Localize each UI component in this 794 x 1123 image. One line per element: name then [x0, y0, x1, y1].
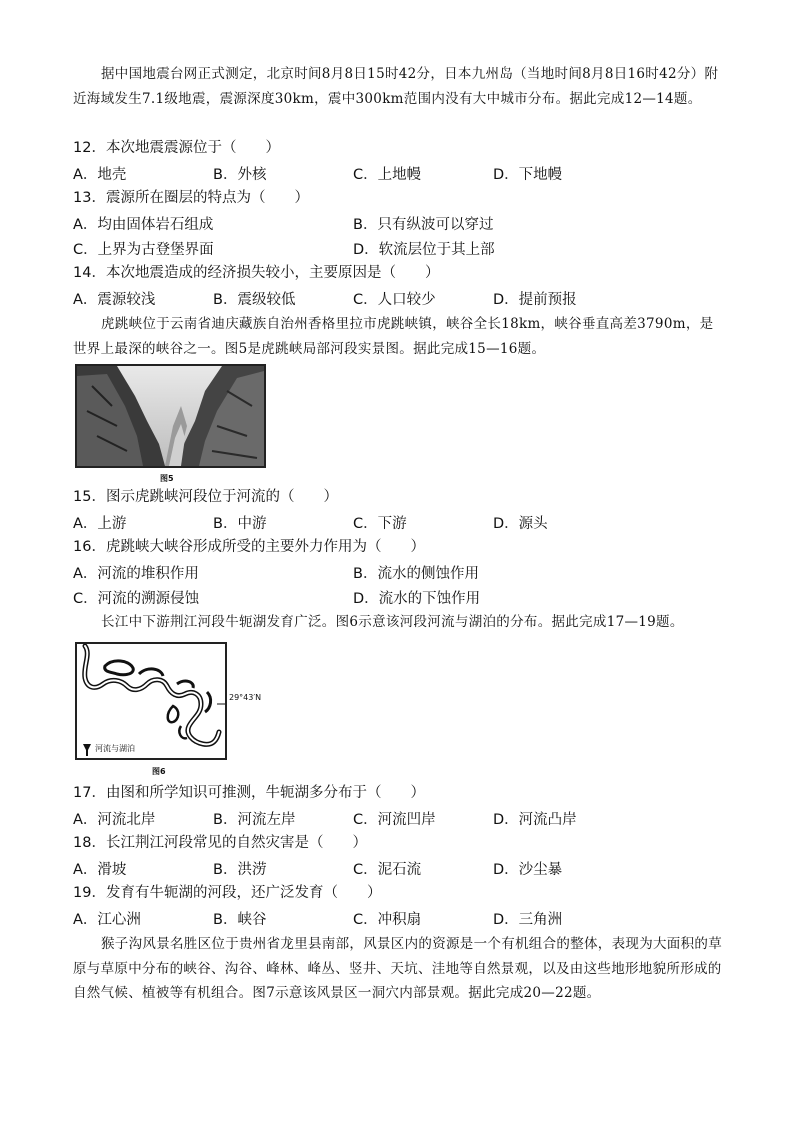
passage-earthquake: 据中国地震台网正式测定，北京时间8月8日15时42分，日本九州岛（当地时间8月8日16时42分）附近海域发生7.1级地震，震源深度30km，震中300km范围内没有大中城市分布。据此完成12—14题。 [73, 66, 719, 107]
legend-river-lake-icon [83, 744, 91, 756]
option-13c: C．上界为古登堡界面 [73, 242, 214, 258]
option-17a: A．河流北岸 [73, 812, 156, 828]
option-18b: B．洪涝 [213, 862, 267, 878]
option-19c: C．冲积扇 [353, 912, 422, 928]
question-15-options [73, 512, 723, 532]
passage-tiger-leaping-gorge: 虎跳峡位于云南省迪庆藏族自治州香格里拉市虎跳峡镇，峡谷全长18km，峡谷垂直高差3790m，是世界上最深的峡谷之一。图5是虎跳峡局部河段实景图。据此完成15—16题。 [73, 316, 714, 357]
question-16: 16．虎跳峡大峡谷形成所受的主要外力作用为（ ） [73, 539, 425, 555]
option-13b: B．只有纵波可以穿过 [353, 217, 494, 233]
question-17-options [73, 808, 723, 828]
question-19: 19．发育有牛轭湖的河段，还广泛发育（ ） [73, 885, 382, 901]
option-15d: D．源头 [493, 516, 548, 532]
option-17b: B．河流左岸 [213, 812, 296, 828]
option-16a: A．河流的堆积作用 [73, 566, 199, 582]
gorge-photo-image [77, 366, 264, 466]
option-19b: B．峡谷 [213, 912, 267, 928]
option-16c: C．河流的溯源侵蚀 [73, 591, 200, 607]
river-map-drawing [77, 644, 225, 758]
option-12b: B．外核 [213, 167, 267, 183]
question-13: 13．震源所在圈层的特点为（ ） [73, 190, 309, 206]
question-17: 17．由图和所学知识可推测，牛轭湖多分布于（ ） [73, 785, 425, 801]
question-16-options-row1 [73, 562, 723, 582]
option-18d: D．沙尘暴 [493, 862, 563, 878]
question-12: 12．本次地震震源位于（ ） [73, 140, 280, 156]
question-14-options [73, 288, 723, 308]
option-18a: A．滑坡 [73, 862, 127, 878]
question-13-options-row1 [73, 213, 723, 233]
question-12-options [73, 163, 723, 183]
option-14c: C．人口较少 [353, 292, 436, 308]
option-17d: D．河流凸岸 [493, 812, 577, 828]
option-19a: A．江心洲 [73, 912, 141, 928]
option-18c: C．泥石流 [353, 862, 422, 878]
passage-jingjiang: 长江中下游荆江河段牛轭湖发育广泛。图6示意该河段河流与湖泊的分布。据此完成17—19题。 [101, 614, 684, 630]
option-13a: A．均由固体岩石组成 [73, 217, 214, 233]
question-14: 14．本次地震造成的经济损失较小，主要原因是（ ） [73, 265, 440, 281]
question-15: 15．图示虎跳峡河段位于河流的（ ） [73, 489, 338, 505]
option-15b: B．中游 [213, 516, 267, 532]
option-12c: C．上地幔 [353, 167, 422, 183]
option-16d: D．流水的下蚀作用 [353, 591, 481, 607]
option-12d: D．下地幔 [493, 167, 563, 183]
option-15a: A．上游 [73, 516, 127, 532]
question-18-options [73, 858, 723, 878]
option-14b: B．震级较低 [213, 292, 296, 308]
option-14d: D．提前预报 [493, 292, 577, 308]
option-15c: C．下游 [353, 516, 407, 532]
option-17c: C．河流凹岸 [353, 812, 436, 828]
question-16-options-row2 [73, 587, 723, 607]
latitude-label: 29°43′N [229, 693, 262, 702]
figure-5-caption: 图5 [160, 474, 174, 483]
figure-6-caption: 图6 [152, 767, 166, 776]
gorge-photo [75, 364, 266, 468]
option-16b: B．流水的侧蚀作用 [353, 566, 479, 582]
question-13-options-row2 [73, 238, 723, 258]
option-14a: A．震源较浅 [73, 292, 156, 308]
passage-houzigou: 猴子沟风景名胜区位于贵州省龙里县南部，风景区内的资源是一个有机组合的整体，表现为大面积的草原与草原中分布的峡谷、沟谷、峰林、峰丛、竖井、天坑、洼地等自然景观，以及由这些地形地貌所形成的自然气候、植被等有机组合。图7示意该风景区一洞穴内部景观。据此完成20—22题。 [73, 936, 722, 1001]
option-12a: A．地壳 [73, 167, 127, 183]
option-13d: D．软流层位于其上部 [353, 242, 495, 258]
question-18: 18．长江荆江河段常见的自然灾害是（ ） [73, 835, 367, 851]
question-19-options [73, 908, 723, 928]
option-19d: D．三角洲 [493, 912, 563, 928]
legend-label: 河流与湖泊 [95, 744, 135, 753]
